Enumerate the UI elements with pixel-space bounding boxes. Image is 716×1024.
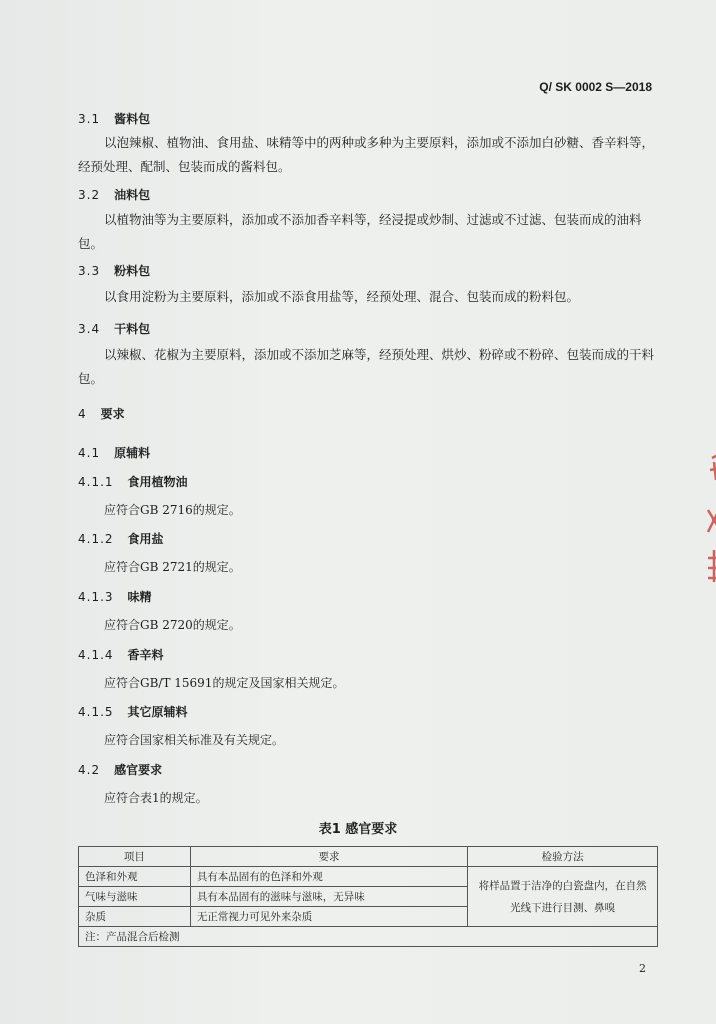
table-cell: 具有本品固有的色泽和外观 (190, 867, 467, 887)
table-header-cell: 项目 (79, 847, 191, 867)
section-3-4-heading (78, 320, 150, 337)
section-4-1-1-heading (78, 473, 188, 490)
section-number: 3.3 (78, 264, 101, 278)
section-title: 其它原辅料 (127, 705, 188, 719)
table-header-row (79, 847, 658, 867)
section-4-2-text: 应符合表1的规定。 (104, 791, 208, 805)
section-4-1-2-text: 应符合GB 2721的规定。 (104, 560, 241, 574)
section-number: 3.2 (78, 188, 101, 202)
section-4-1-5-heading (78, 703, 188, 720)
section-4-1-heading (78, 444, 150, 461)
sensory-requirements-table (78, 846, 658, 947)
section-number: 3.1 (78, 112, 101, 126)
inspection-method-text: 将样品置于洁净的白瓷盘内，在自然光线下进行目测、鼻嗅 (478, 879, 647, 914)
section-4-1-3-text: 应符合GB 2720的规定。 (104, 618, 241, 632)
table-note-row (79, 927, 658, 947)
section-3-3-text: 以食用淀粉为主要原料，添加或不添食用盐等，经预处理、混合、包装而成的粉料包。 (104, 289, 580, 304)
table-cell: 杂质 (79, 907, 191, 927)
section-number: 4.2 (78, 763, 101, 777)
section-number: 4.1.4 (78, 648, 114, 662)
table-cell: 无正常视力可见外来杂质 (190, 907, 467, 927)
section-title: 食用植物油 (127, 475, 188, 489)
table-row (79, 867, 658, 887)
table-cell: 色泽和外观 (79, 867, 191, 887)
section-number: 4.1 (78, 446, 101, 460)
section-title: 油料包 (114, 188, 151, 202)
section-3-2-text: 以植物油等为主要原料，添加或不添加香辛料等，经浸提或炒制、过滤或不过滤、包装而成的油料包。 (78, 212, 642, 251)
section-title: 酱料包 (114, 112, 151, 126)
section-4-1-4-text: 应符合GB/T 15691的规定及国家相关规定。 (104, 676, 345, 690)
section-title: 感官要求 (114, 763, 163, 777)
table-title: 表1 感官要求 (318, 822, 398, 837)
page-number: 2 (639, 962, 646, 975)
section-title: 味精 (127, 590, 152, 604)
section-4-2-heading (78, 761, 162, 778)
section-3-1-heading (78, 110, 150, 127)
section-number: 4.1.2 (78, 532, 114, 546)
table-header-cell: 要求 (190, 847, 467, 867)
section-title: 香辛料 (127, 648, 164, 662)
section-4-1-2-heading (78, 530, 164, 547)
section-4-heading (78, 405, 125, 422)
section-title: 要求 (100, 407, 125, 421)
section-number: 4.1.1 (78, 475, 114, 489)
section-4-1-4-heading (78, 646, 164, 663)
inspection-method-cell (468, 867, 658, 927)
table-note: 注：产品混合后检测 (79, 927, 658, 947)
section-number: 4 (78, 407, 87, 421)
section-3-1-text: 以泡辣椒、植物油、食用盐、味精等中的两种或多种为主要原料，添加或不添加白砂糖、香辛料等，经预处理、配制、包装而成的酱料包。 (78, 135, 655, 174)
section-title: 食用盐 (127, 532, 164, 546)
section-3-4-text: 以辣椒、花椒为主要原料，添加或不添加芝麻等，经预处理、烘炒、粉碎或不粉碎、包装而成的干料包。 (78, 347, 655, 386)
section-title: 原辅料 (114, 446, 151, 460)
section-3-2-heading (78, 186, 150, 203)
section-3-3-heading (78, 262, 150, 279)
red-seal-stamp-fragment (690, 450, 716, 600)
standard-code: Q/ SK 0002 S—2018 (539, 80, 652, 94)
table-header-cell: 检验方法 (468, 847, 658, 867)
section-number: 4.1.5 (78, 705, 114, 719)
section-title: 粉料包 (114, 264, 151, 278)
section-number: 4.1.3 (78, 590, 114, 604)
table-cell: 气味与滋味 (79, 887, 191, 907)
table-cell: 具有本品固有的滋味与滋味，无异味 (190, 887, 467, 907)
section-number: 3.4 (78, 322, 101, 336)
section-title: 干料包 (114, 322, 151, 336)
section-4-1-3-heading (78, 588, 152, 605)
section-4-1-5-text: 应符合国家相关标准及有关规定。 (104, 733, 285, 747)
section-4-1-1-text: 应符合GB 2716的规定。 (104, 503, 241, 517)
